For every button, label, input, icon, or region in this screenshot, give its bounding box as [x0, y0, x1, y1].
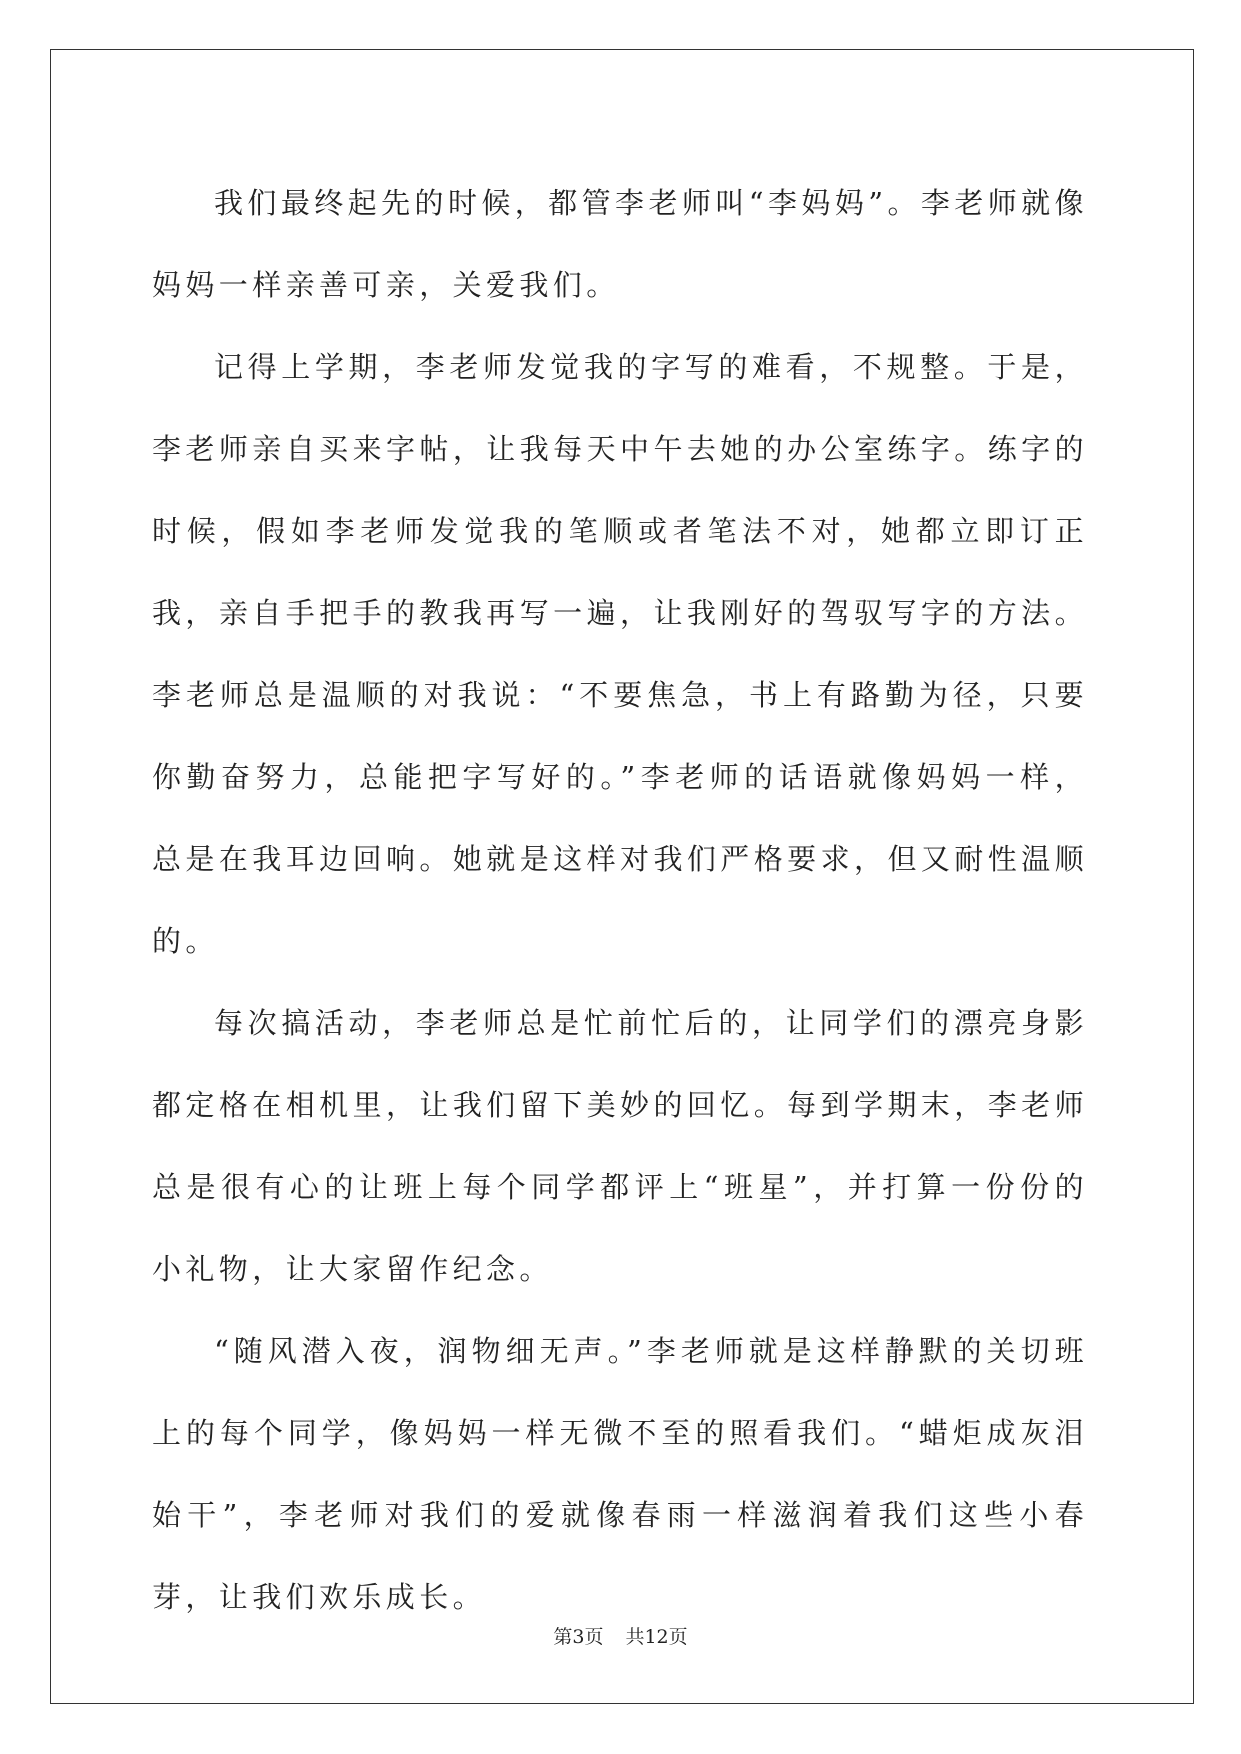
paragraph-2: 记得上学期，李老师发觉我的字写的难看，不规整。于是，李老师亲自买来字帖，让我每天中午去她的办公室练字。练字的时候，假如李老师发觉我的笔顺或者笔法不对，她都立即订正我，亲自手把手的教我再写一遍，让我刚好的驾驭写字的方法。李老师总是温顺的对我说：“不要焦急，书上有路勤为径，只要你勤奋努力，总能把字写好的。”李老师的话语就像妈妈一样，总是在我耳边回响。她就是这样对我们严格要求，但又耐性温顺的。 [152, 350, 1088, 958]
page-footer [0, 1622, 1241, 1649]
document-body [152, 162, 1088, 1638]
paragraph-4: “随风潜入夜，润物细无声。”李老师就是这样静默的关切班上的每个同学，像妈妈一样无微不至的照看我们。“蜡炬成灰泪始干”，李老师对我们的爱就像春雨一样滋润着我们这些小春芽，让我们欢乐成长。 [152, 1334, 1088, 1614]
page-number: 第3页 [553, 1626, 604, 1648]
paragraph-1: 我们最终起先的时候，都管李老师叫“李妈妈”。李老师就像妈妈一样亲善可亲，关爱我们。 [152, 186, 1088, 302]
page-total: 共12页 [625, 1626, 688, 1648]
paragraph-3: 每次搞活动，李老师总是忙前忙后的，让同学们的漂亮身影都定格在相机里，让我们留下美妙的回忆。每到学期末，李老师总是很有心的让班上每个同学都评上“班星”，并打算一份份的小礼物，让大家留作纪念。 [152, 1006, 1088, 1286]
